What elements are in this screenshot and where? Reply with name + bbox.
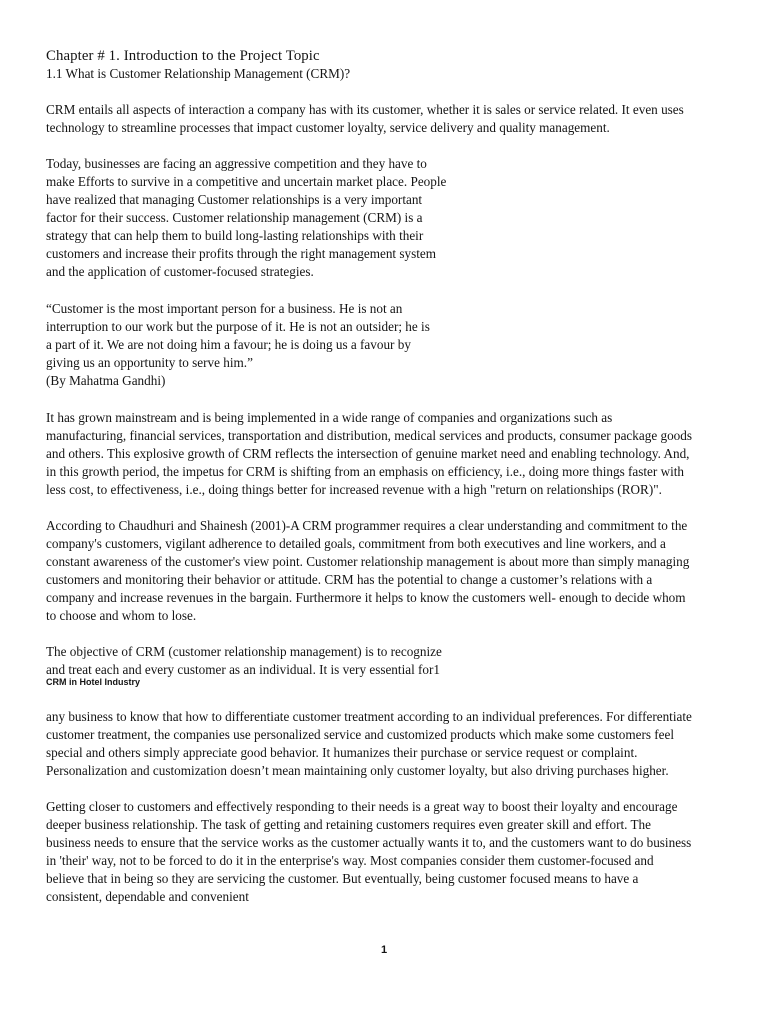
paragraph-line: According to Chaudhuri and Shainesh (2001)-A CRM programmer requires a clear understanding and commitment to the <box>46 518 688 533</box>
paragraph-line: business needs to ensure that the service works as the customer actually wants it to, and the customers want to do business <box>46 835 692 850</box>
paragraph-line: any business to know that how to differentiate customer treatment according to an individual preferences. For differentiate <box>46 709 692 724</box>
paragraph-line: customers and increase their profits through the right management system <box>46 246 437 261</box>
paragraph-line: customers and monitoring their behavior or attitude. CRM has the potential to change a customer’s relations with a <box>46 572 653 587</box>
paragraph-line: constant awareness of the customer's view point. Customer relationship management is about more than simply managing <box>46 554 690 569</box>
paragraph-line: have realized that managing Customer relationships is a very important <box>46 192 423 207</box>
paragraph-line: customer treatment, the companies use personalized service and customized products which make some customers feel <box>46 727 675 742</box>
quote-attribution: (By Mahatma Gandhi) <box>46 373 166 388</box>
paragraph-line: special and others simply appreciate good behavior. It humanizes their purchase or service request or complaint. <box>46 745 638 760</box>
paragraph-line: to choose and whom to lose. <box>46 608 197 623</box>
quote-line: interruption to our work but the purpose of it. He is not an outsider; he is <box>46 319 430 334</box>
paragraph-line: factor for their success. Customer relationship management (CRM) is a <box>46 210 423 225</box>
paragraph-line: company and increase revenues in the bargain. Furthermore it helps to know the customers well- enough to decide whom <box>46 590 686 605</box>
quote-line: giving us an opportunity to serve him.” <box>46 355 253 370</box>
paragraph-line: It has grown mainstream and is being implemented in a wide range of companies and organizations such as <box>46 410 613 425</box>
paragraph-line: strategy that can help them to build long-lasting relationships with their <box>46 228 424 243</box>
paragraph-line: Personalization and customization doesn’t mean maintaining only customer loyalty, but also driving purchases higher. <box>46 763 669 778</box>
paragraph-line: make Efforts to survive in a competitive and uncertain market place. People <box>46 174 447 189</box>
paragraph-line: Today, businesses are facing an aggressive competition and they have to <box>46 156 427 171</box>
paragraph-line: and the application of customer-focused strategies. <box>46 264 314 279</box>
page-number: 1 <box>380 944 388 956</box>
paragraph-line: technology to streamline processes that impact customer loyalty, service delivery and quality management. <box>46 120 610 135</box>
paragraph-line: consistent, dependable and convenient <box>46 889 249 904</box>
chapter-title: Chapter # 1. Introduction to the Project Topic <box>46 48 320 64</box>
paragraph-line: manufacturing, financial services, transportation and distribution, medical services and products, consumer package goods <box>46 428 692 443</box>
paragraph-line: and treat each and every customer as an individual. It is very essential for1 <box>46 662 441 677</box>
paragraph-line: The objective of CRM (customer relationship management) is to recognize <box>46 644 442 659</box>
section-title: 1.1 What is Customer Relationship Management (CRM)? <box>46 66 351 81</box>
paragraph-line: in 'their' way, not to be forced to do it in the enterprise's way. Most companies consider them customer-focused and <box>46 853 654 868</box>
paragraph-line: less cost, to effectiveness, i.e., doing things better for increased revenue with a high "return on relationships (ROR)". <box>46 482 662 497</box>
paragraph-line: CRM entails all aspects of interaction a company has with its customer, whether it is sales or service related. It even uses <box>46 102 684 117</box>
paragraph-line: Getting closer to customers and effectively responding to their needs is a great way to boost their loyalty and encourage <box>46 799 678 814</box>
paragraph-line: deeper business relationship. The task of getting and retaining customers requires even greater skill and effort. The <box>46 817 651 832</box>
paragraph-line: in this growth period, the impetus for CRM is shifting from an emphasis on efficiency, i.e., doing more things faster with <box>46 464 685 479</box>
paragraph-line: and others. This explosive growth of CRM reflects the intersection of genuine market need and enabling technology. And, <box>46 446 690 461</box>
footnote: CRM in Hotel Industry <box>46 677 140 687</box>
quote-line: a part of it. We are not doing him a favour; he is doing us a favour by <box>46 337 411 352</box>
paragraph-line: company's customers, vigilant adherence to detailed goals, commitment from both executives and line workers, and a <box>46 536 666 551</box>
quote-line: “Customer is the most important person for a business. He is not an <box>46 301 403 316</box>
paragraph-line: believe that in being so they are servicing the customer. But eventually, being customer focused means to have a <box>46 871 639 886</box>
